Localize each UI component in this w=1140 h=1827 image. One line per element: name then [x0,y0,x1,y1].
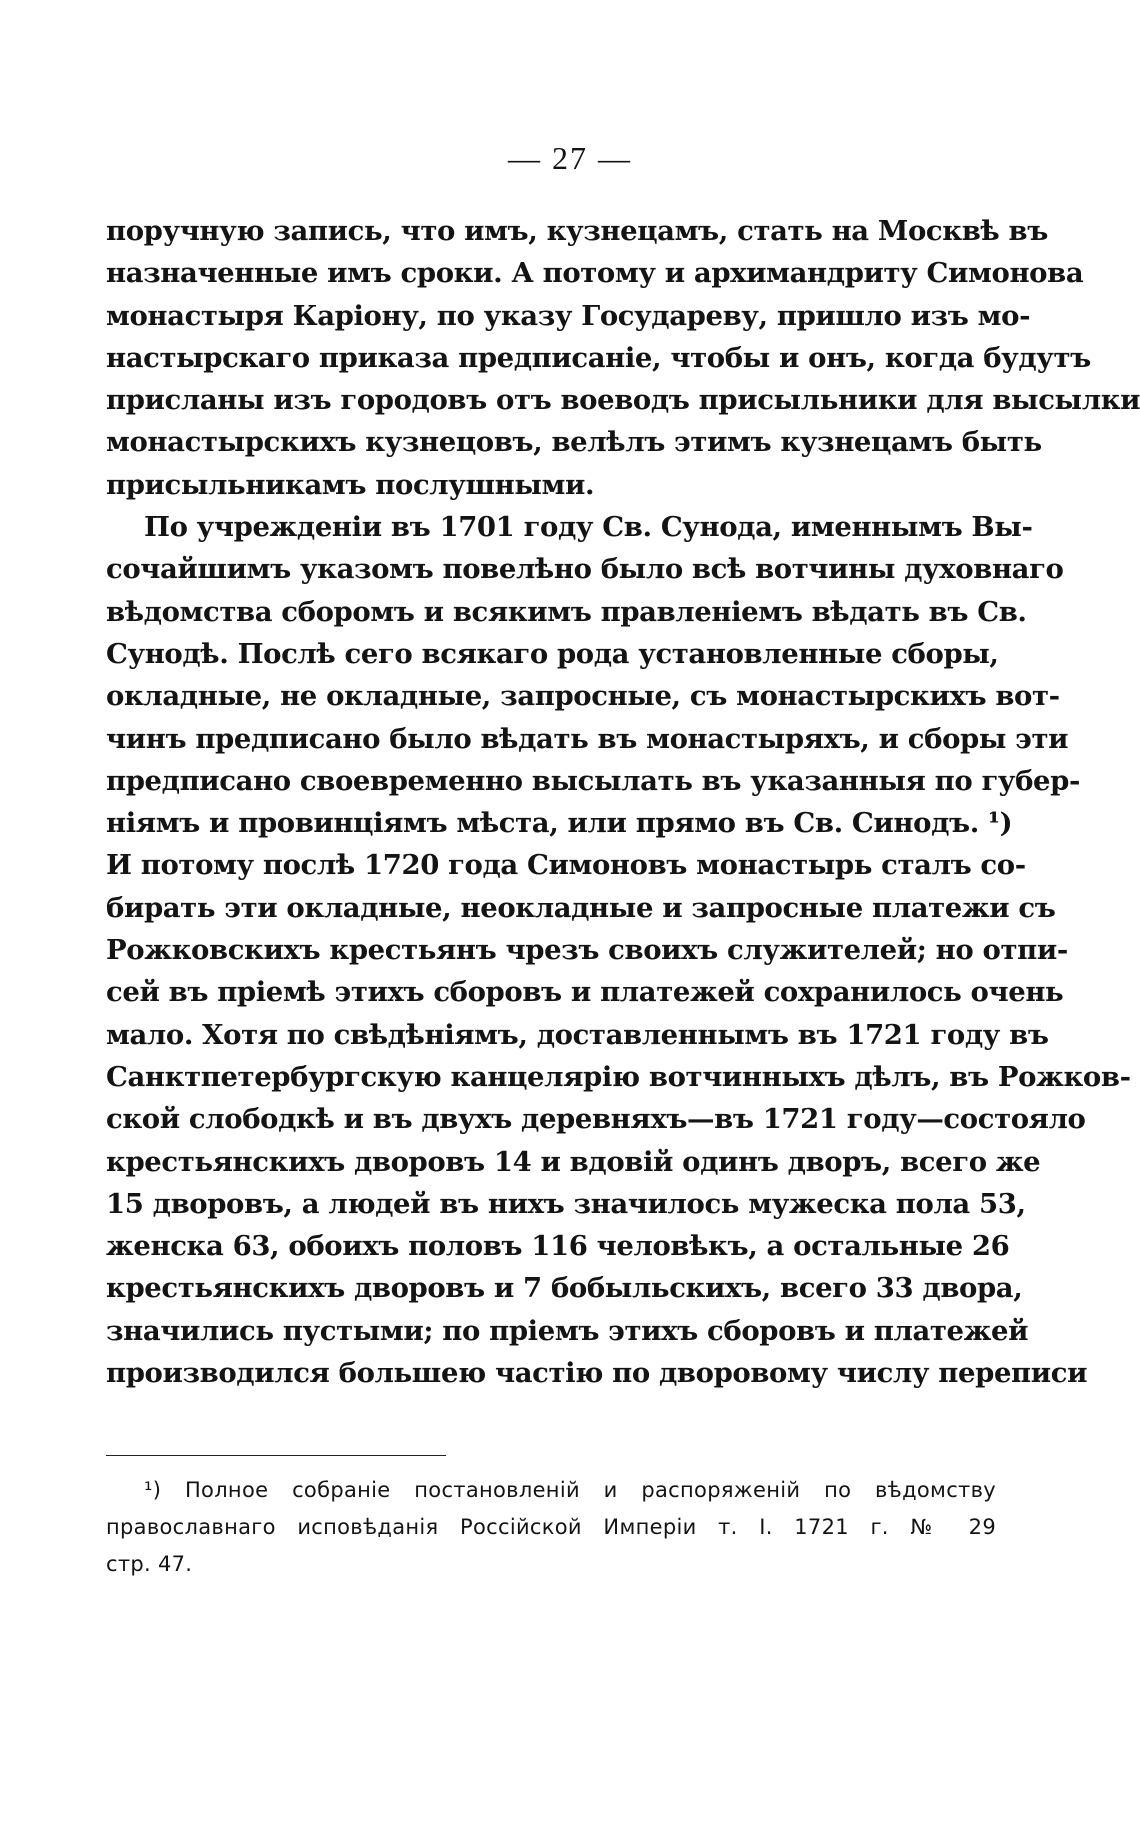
text-line: И потому послѣ 1720 года Симоновъ монастырь сталъ со- [106,849,1026,882]
footnote-line: ¹) Полное собраніе постановленій и распоряженій по вѣдомству [144,1478,996,1502]
text-line: бирать эти окладные, неокладные и запросные платежи съ [106,891,1056,924]
text-line: назначенные имъ сроки. А потому и архимандриту Симонова [106,257,1084,290]
text-line: монастырскихъ кузнецовъ, велѣлъ этимъ кузнецамъ быть [106,426,1042,459]
text-line: мало. Хотя по свѣдѣніямъ, доставленнымъ въ 1721 году въ [106,1018,1049,1051]
text-line: присланы изъ городовъ отъ воеводъ присыльники для высылки [106,384,1140,417]
text-line: вѣдомства сборомъ и всякимъ правленіемъ вѣдать въ Св. [106,595,1027,628]
text-line: значились пустыми; по пріемъ этихъ сборовъ и платежей [106,1314,1029,1347]
text-line: ніямъ и провинціямъ мѣста, или прямо въ Св. Синодъ. ¹) [106,807,1013,840]
text-line: поручную запись, что имъ, кузнецамъ, стать на Москвѣ въ [106,215,1048,247]
body-text [106,210,1140,1394]
footnote [106,1472,996,1583]
text-line: Рожковскихъ крестьянъ чрезъ своихъ служителей; но отпи- [106,934,1068,967]
text-line: производился большею частію по дворовому числу переписи [106,1357,1088,1390]
footnote-divider [106,1455,446,1456]
text-line: ской слободкѣ и въ двухъ деревняхъ—въ 1721 году—состояло [106,1103,1086,1136]
text-line: сочайшимъ указомъ повелѣно было всѣ вотчины духовнаго [106,553,1064,586]
text-line: чинъ предписано было вѣдать въ монастыряхъ, и сборы эти [106,722,1069,755]
text-line: предписано своевременно высылать въ указанныя по губер- [106,764,1080,797]
footnote-line: стр. 47. [106,1552,193,1576]
page-number: — 27 — [508,140,632,176]
text-line: окладные, не окладные, запросные, съ монастырскихъ вот- [106,680,1060,713]
text-line: крестьянскихъ дворовъ 14 и вдовій одинъ дворъ, всего же [106,1145,1041,1178]
footnote-line: православнаго исповѣданія Россійской Имперіи т. I. 1721 г. № 29 [106,1515,996,1539]
paragraph-start-line: По учрежденіи въ 1701 году Св. Сунода, именнымъ Вы- [144,511,1033,544]
text-line: монастыря Каріону, по указу Государеву, пришло изъ мо- [106,299,1031,332]
text-line: присыльникамъ послушными. [106,468,595,501]
text-line: Сунодѣ. Послѣ сего всякаго рода установленные сборы, [106,637,999,670]
text-line: 15 дворовъ, а людей въ нихъ значилось мужеска пола 53, [106,1187,1026,1220]
text-line: Санктпетербургскую канцелярію вотчинныхъ дѣлъ, въ Рожков- [106,1060,1131,1093]
text-line: сей въ пріемѣ этихъ сборовъ и платежей сохранилось очень [106,976,1064,1009]
text-line: крестьянскихъ дворовъ и 7 бобыльскихъ, всего 33 двора, [106,1272,1023,1305]
text-line: настырскаго приказа предписаніе, чтобы и онъ, когда будутъ [106,341,1091,374]
text-line: женска 63, обоихъ половъ 116 человѣкъ, а остальные 26 [106,1230,1010,1263]
